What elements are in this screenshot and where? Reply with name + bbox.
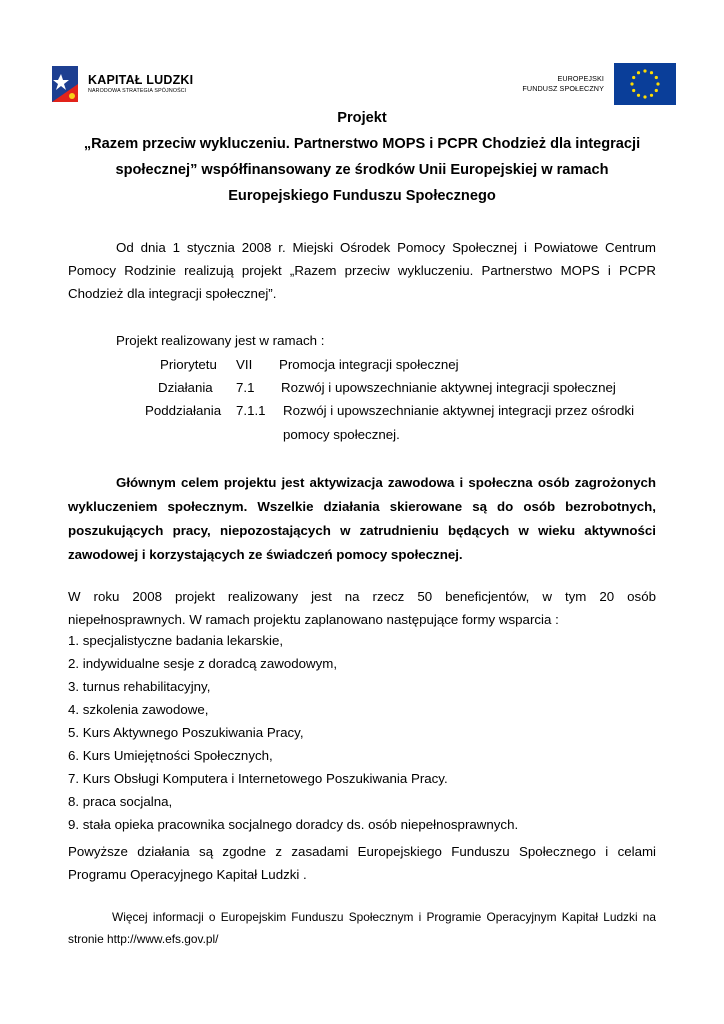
- beneficiaries-paragraph: [68, 585, 656, 631]
- kapital-ludzki-logo: [50, 58, 220, 110]
- eu-flag-icon: [614, 63, 676, 105]
- list-item: 6. Kurs Umiejętności Społecznych,: [68, 748, 273, 763]
- framework-desc-subaction: Rozwój i upowszechnianie aktywnej integracji przez ośrodki: [283, 403, 635, 418]
- heading-project: Projekt: [337, 110, 387, 126]
- efs-line1: EUROPEJSKI: [557, 74, 604, 83]
- goal-text: Głównym celem projektu jest aktywizacja zawodowa i społeczna osób zagrożonych wykluczeniem społecznym. Wszelkie działania skierowane są do osób bezrobotnych, poszukujących pracy, niepozostających w zatrudnieniu będących w wieku aktywności zawodowej i korzystających ze świadczeń pomocy społecznej.: [68, 475, 656, 562]
- conformity-paragraph: [68, 840, 656, 886]
- framework-label-subaction: Poddziałania: [145, 403, 222, 418]
- goal-paragraph: [68, 471, 656, 567]
- heading-line-3: społecznej” współfinansowany ze środków Unii Europejskiej w ramach: [115, 162, 609, 178]
- list-item: 7. Kurs Obsługi Komputera i Internetowego Poszukiwania Pracy.: [68, 771, 448, 786]
- efs-line2: FUNDUSZ SPOŁECZNY: [522, 84, 604, 93]
- footer-note: [68, 906, 656, 950]
- framework-desc-action: Rozwój i upowszechnianie aktywnej integracji społecznej: [281, 380, 616, 395]
- heading-line-4: Europejskiego Funduszu Społecznego: [228, 188, 496, 204]
- list-item: 9. stała opieka pracownika socjalnego doradcy ds. osób niepełnosprawnych.: [68, 817, 519, 832]
- kapital-ludzki-title: KAPITAŁ LUDZKI: [88, 72, 194, 87]
- framework-lead: Projekt realizowany jest w ramach :: [116, 333, 325, 348]
- list-item: 5. Kurs Aktywnego Poszukiwania Pracy,: [68, 725, 304, 740]
- list-item: 1. specjalistyczne badania lekarskie,: [68, 633, 284, 648]
- framework-code-subaction: 7.1.1: [236, 403, 266, 418]
- intro-paragraph: [68, 236, 656, 305]
- heading-line-2: „Razem przeciw wykluczeniu. Partnerstwo MOPS i PCPR Chodzież dla integracji: [83, 136, 641, 152]
- framework-code-priority: VII: [236, 357, 253, 372]
- footer-text: Więcej informacji o Europejskim Funduszu Społecznym i Programie Operacyjnym Kapitał Ludzki na stronie http://www.efs.gov.pl/: [68, 910, 656, 946]
- list-item: 3. turnus rehabilitacyjny,: [68, 679, 211, 694]
- framework-desc-priority: Promocja integracji społecznej: [279, 357, 459, 372]
- conformity-text: Powyższe działania są zgodne z zasadami Europejskiego Funduszu Społecznego i celami Programu Operacyjnego Kapitał Ludzki .: [68, 844, 656, 882]
- framework-code-action: 7.1: [236, 380, 255, 395]
- list-item: 8. praca socjalna,: [68, 794, 173, 809]
- list-item: 4. szkolenia zawodowe,: [68, 702, 209, 717]
- framework-label-action: Działania: [158, 380, 213, 395]
- intro-text: Od dnia 1 stycznia 2008 r. Miejski Ośrodek Pomocy Społecznej i Powiatowe Centrum Pomocy Rodzinie realizują projekt „Razem przeciw wykluczeniu. Partnerstwo MOPS i PCPR Chodzież dla integracji społecznej”.: [68, 240, 656, 301]
- kapital-ludzki-emblem-icon: [50, 62, 80, 106]
- beneficiaries-text: W roku 2008 projekt realizowany jest na rzecz 50 beneficjentów, w tym 20 osób niepełnosprawnych. W ramach projektu zaplanowano następujące formy wsparcia :: [68, 589, 656, 627]
- list-item: 2. indywidualne sesje z doradcą zawodowym,: [68, 656, 338, 671]
- framework-continuation: pomocy społecznej.: [283, 427, 400, 442]
- framework-label-priority: Priorytetu: [160, 357, 217, 372]
- efs-logo: [522, 63, 676, 105]
- kapital-ludzki-subtitle: NARODOWA STRATEGIA SPÓJNOŚCI: [88, 87, 187, 94]
